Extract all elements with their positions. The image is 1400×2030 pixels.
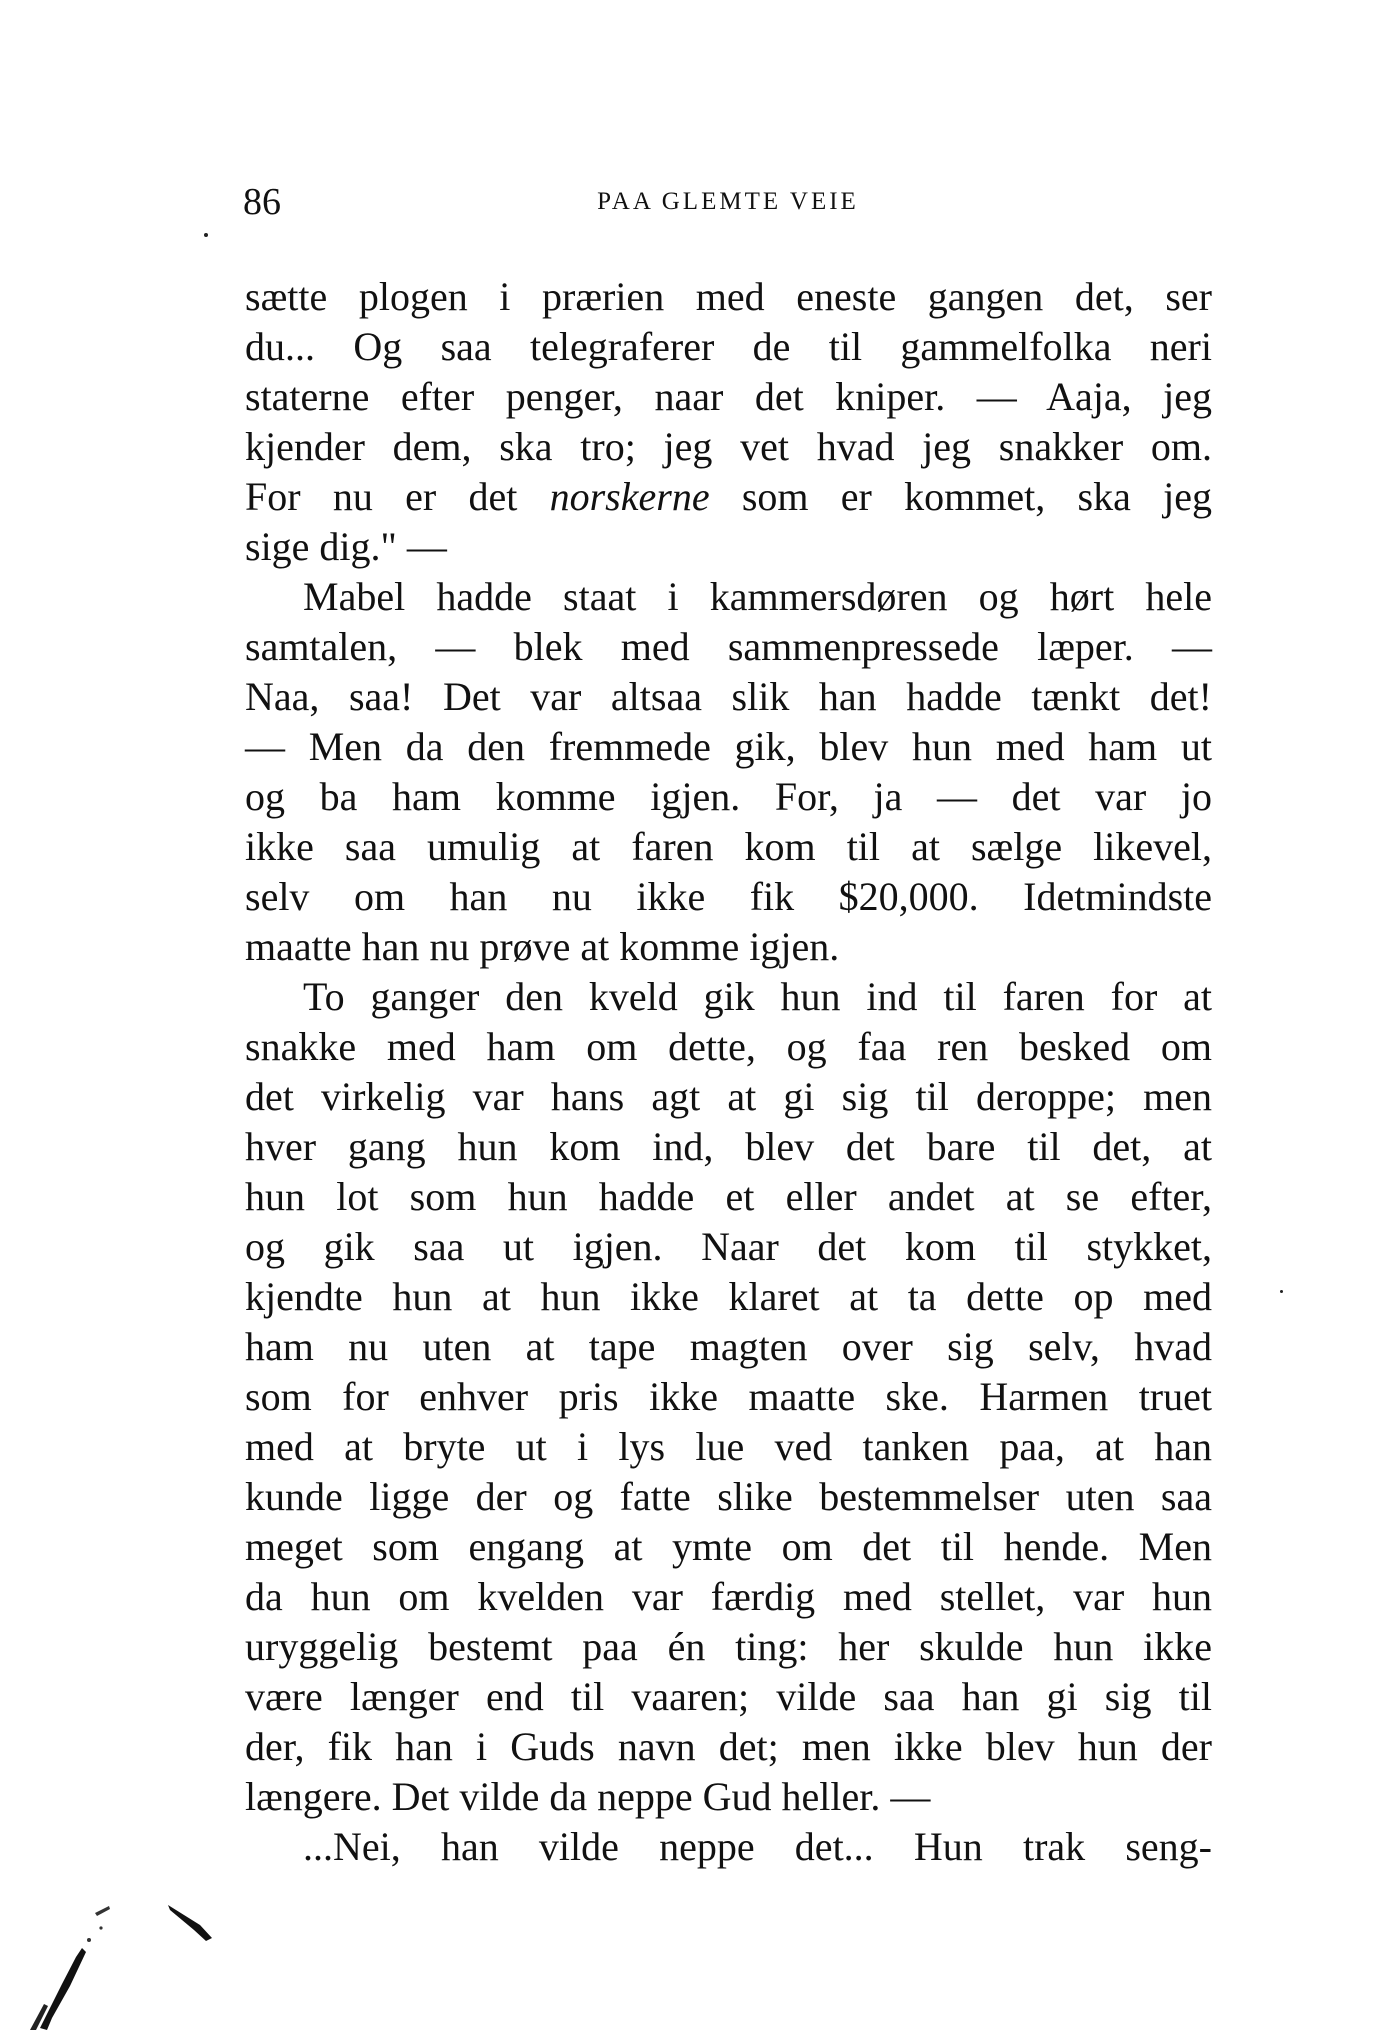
text-line: da hun om kvelden var færdig med stellet, var hun: [245, 1574, 1212, 1619]
text-line: — Men da den fremmede gik, blev hun med ham ut: [245, 724, 1212, 769]
text-line: kjender dem, ska tro; jeg vet hvad jeg snakker om.: [245, 424, 1212, 469]
text-line: Naa, saa! Det var altsaa slik han hadde tænkt det!: [245, 674, 1212, 719]
page-number: 86: [243, 181, 281, 223]
text-line: ikke saa umulig at faren kom til at sælge likevel,: [245, 824, 1212, 869]
text-line: snakke med ham om dette, og faa ren besked om: [245, 1024, 1212, 1069]
text-line: der, fik han i Guds navn det; men ikke blev hun der: [245, 1724, 1212, 1769]
page-header: [243, 180, 1213, 224]
text-fragment: For nu er det: [245, 474, 550, 519]
text-line: ...Nei, han vilde neppe det... Hun trak seng-: [303, 1824, 1212, 1869]
text-line: hver gang hun kom ind, blev det bare til det, at: [245, 1124, 1212, 1169]
text-line: To ganger den kveld gik hun ind til faren for at: [303, 974, 1212, 1019]
text-line: du... Og saa telegraferer de til gammelfolka neri: [245, 324, 1212, 369]
text-line: længere. Det vilde da neppe Gud heller. —: [245, 1774, 931, 1819]
text-line: som for enhver pris ikke maatte ske. Harmen truet: [245, 1374, 1212, 1419]
print-speck: [1280, 1290, 1283, 1293]
text-line: med at bryte ut i lys lue ved tanken paa, at han: [245, 1424, 1212, 1469]
emphasized-word: norskerne: [549, 474, 710, 519]
running-title: PAA GLEMTE VEIE: [597, 188, 859, 215]
text-line: maatte han nu prøve at komme igjen.: [245, 924, 840, 969]
text-line: ham nu uten at tape magten over sig selv, hvad: [245, 1324, 1212, 1369]
text-line: være længer end til vaaren; vilde saa han gi sig til: [245, 1674, 1212, 1719]
scan-smudge: [0, 0, 260, 2030]
text-line: [245, 472, 1212, 522]
text-line: Mabel hadde staat i kammersdøren og hørt hele: [303, 574, 1212, 619]
text-line: uryggelig bestemt paa én ting: her skulde hun ikke: [245, 1624, 1212, 1669]
text-line: selv om han nu ikke fik $20,000. Idetmindste: [245, 874, 1212, 919]
text-line: sætte plogen i prærien med eneste gangen det, ser: [245, 274, 1212, 319]
text-fragment: som er kommet, ska jeg: [709, 474, 1212, 519]
text-line: sige dig." —: [245, 524, 447, 569]
text-line: staterne efter penger, naar det kniper. — Aaja, jeg: [245, 374, 1212, 419]
text-line: kjendte hun at hun ikke klaret at ta dette op med: [245, 1274, 1212, 1319]
text-line: og gik saa ut igjen. Naar det kom til stykket,: [245, 1224, 1212, 1269]
text-line: samtalen, — blek med sammenpressede læper. —: [245, 624, 1212, 669]
text-line: og ba ham komme igjen. For, ja — det var jo: [245, 774, 1212, 819]
text-line: kunde ligge der og fatte slike bestemmelser uten saa: [245, 1474, 1212, 1519]
text-line: meget som engang at ymte om det til hende. Men: [245, 1524, 1212, 1569]
text-line: det virkelig var hans agt at gi sig til deroppe; men: [245, 1074, 1212, 1119]
body-text: [245, 272, 1212, 1872]
text-line: hun lot som hun hadde et eller andet at se efter,: [245, 1174, 1212, 1219]
